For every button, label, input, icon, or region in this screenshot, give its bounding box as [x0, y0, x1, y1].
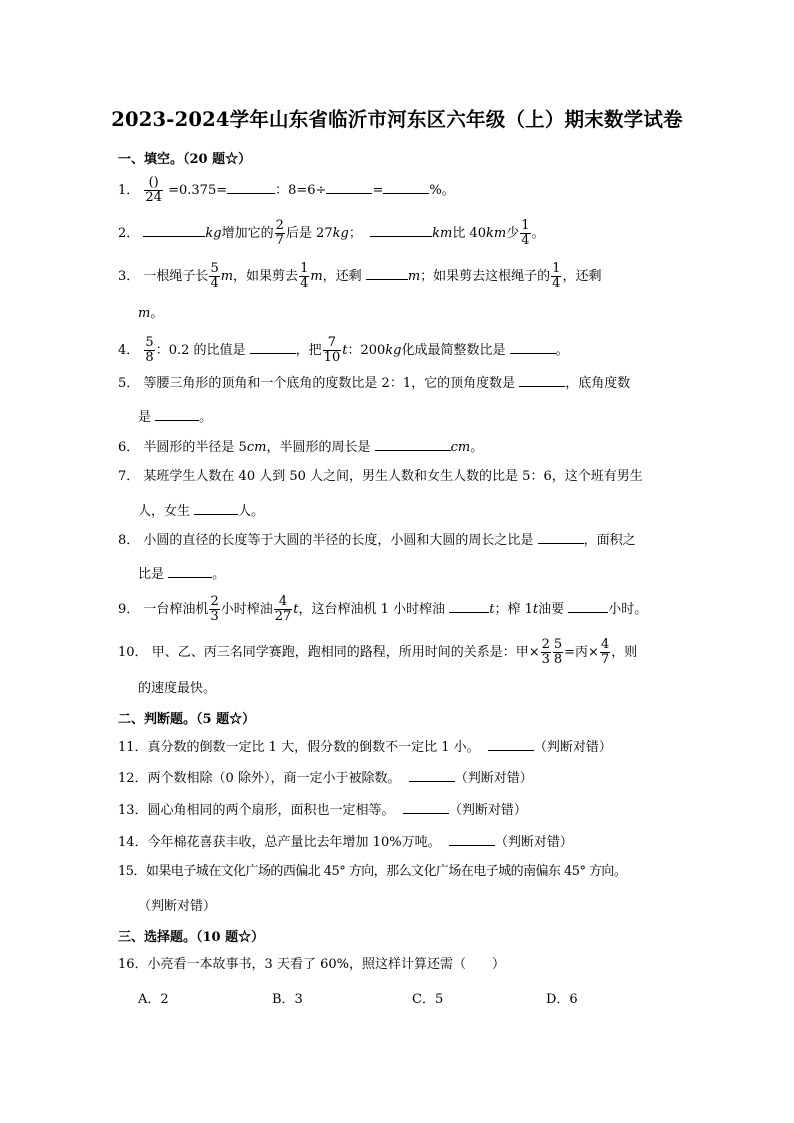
unit-label: t	[342, 343, 348, 358]
fraction	[600, 638, 610, 667]
question-number: 12．	[118, 771, 148, 786]
answer-blank[interactable]	[449, 600, 489, 613]
fraction-denominator: 24	[145, 190, 162, 205]
question-number: 15．	[118, 864, 146, 879]
answer-blank[interactable]	[375, 438, 451, 451]
question-2	[118, 219, 545, 248]
question-text: ；如果剪去这根绳子的	[420, 269, 551, 284]
fraction-numerator: 5	[210, 261, 219, 276]
question-text: 。	[212, 567, 226, 582]
question-text: ，半圆形的周长是	[266, 440, 371, 455]
unit-label: kg	[205, 226, 222, 241]
answer-blank[interactable]	[519, 374, 565, 387]
question-number: 1．	[118, 183, 140, 198]
question-text: 。	[531, 226, 545, 241]
answer-blank[interactable]	[250, 341, 296, 354]
unit-label: m	[310, 269, 323, 284]
answer-blank[interactable]	[409, 769, 455, 782]
fraction-numerator: ()	[148, 175, 159, 190]
fraction-numerator: 1	[552, 261, 561, 276]
question-text: 的速度最快。	[138, 681, 217, 696]
judge-hint: （判断对错）	[533, 740, 612, 755]
section-true-false-heading: 二、判断题。（5 题☆）	[118, 712, 256, 727]
question-text: 增加它的	[221, 226, 274, 241]
fraction	[323, 336, 342, 365]
question-number: 10．	[118, 645, 148, 660]
answer-blank[interactable]	[227, 181, 275, 194]
question-11	[118, 738, 612, 756]
fraction	[520, 219, 530, 248]
judge-hint: （判断对错）	[138, 899, 217, 914]
question-number: 16．	[118, 957, 148, 972]
fraction-numerator: 2	[275, 218, 284, 233]
question-text: 小圆的直径的长度等于大圆的半径的长度，小圆和大圆的周长之比是	[143, 533, 534, 548]
question-text: 比 40	[452, 226, 486, 241]
fraction-denominator: 4	[300, 276, 309, 291]
question-text: 人。	[238, 504, 265, 519]
question-5	[118, 374, 630, 392]
question-text: 油要	[538, 602, 565, 617]
answer-blank[interactable]	[143, 224, 205, 237]
question-text: ，把	[295, 343, 322, 358]
question-text: 真分数的倒数一定比 1 大，假分数的倒数不一定比 1 小。	[147, 740, 480, 755]
answer-blank[interactable]	[488, 738, 534, 751]
answer-blank[interactable]	[326, 181, 372, 194]
option-d[interactable]: D．6	[546, 992, 578, 1007]
question-text: 化成最简整数比是	[401, 343, 506, 358]
answer-blank[interactable]	[168, 565, 212, 578]
question-7-continuation	[138, 500, 264, 519]
fraction-numerator: 5	[553, 637, 563, 652]
question-text: ：0.2 的比值是	[155, 343, 246, 358]
fraction	[541, 638, 551, 667]
fraction-numerator: 7	[327, 335, 337, 350]
question-text: 如果电子城在文化广场的西偏北 45° 方向，那么文化广场在电子城的南偏东 45° 方向。	[145, 864, 627, 879]
unit-label: cm	[450, 440, 471, 455]
unit-label: m	[138, 306, 151, 321]
question-text: 半圆形的半径是 5	[143, 440, 247, 455]
question-text: 。	[150, 306, 164, 321]
question-text: ，还剩	[322, 269, 362, 284]
question-text: =0.375=	[168, 183, 228, 198]
question-text: 后是 27	[285, 226, 333, 241]
section-fill-blank-heading: 一、填空。（20 题☆）	[118, 152, 252, 167]
section-multiple-choice-heading: 三、选择题。（10 题☆）	[118, 930, 265, 945]
question-text: %。	[429, 183, 455, 198]
unit-label: t	[293, 602, 299, 617]
question-text: 两个数相除（0 除外），商一定小于被除数。	[147, 771, 401, 786]
question-text: 圆心角相同的两个扇形，面积也一定相等。	[147, 803, 395, 818]
question-text: 某班学生人数在 40 人到 50 人之间，男生人数和女生人数的比是 5：6，这个班有男生	[143, 469, 643, 484]
question-text: ：8=6÷	[275, 183, 327, 198]
fraction	[551, 262, 561, 291]
question-text: ；榨 1	[494, 602, 533, 617]
fraction	[274, 595, 293, 624]
question-1	[118, 176, 455, 205]
question-text: 。	[199, 410, 213, 425]
question-text: 今年棉花喜获丰收，总产量比去年增加 10%万吨。	[147, 835, 441, 850]
question-number: 4．	[118, 343, 140, 358]
question-text: ，这台榨油机 1 小时榨油	[298, 602, 446, 617]
answer-blank[interactable]	[194, 502, 238, 515]
question-text: 。	[555, 343, 569, 358]
question-text: 少	[506, 226, 520, 241]
question-text: 小时。	[608, 602, 648, 617]
fraction-denominator: 4	[552, 276, 561, 291]
question-number: 14．	[118, 835, 148, 850]
fraction-denominator: 27	[274, 609, 292, 624]
question-text: 小亮看一本故事书，3 天看了 60%，照这样计算还需（ ）	[147, 957, 505, 972]
answer-blank[interactable]	[366, 267, 408, 280]
question-text: ，还剩	[562, 269, 602, 284]
fraction	[209, 262, 219, 291]
option-a[interactable]: A．2	[138, 992, 169, 1007]
question-10	[118, 638, 637, 667]
question-text: 小时榨油	[220, 602, 273, 617]
question-5-continuation	[138, 406, 212, 425]
question-number: 5．	[118, 376, 140, 391]
question-text: 是	[138, 410, 152, 425]
answer-blank[interactable]	[403, 801, 449, 814]
question-13	[118, 801, 527, 819]
question-4	[118, 336, 569, 365]
question-number: 9．	[118, 602, 140, 617]
fraction	[275, 219, 285, 248]
unit-label: t	[532, 602, 539, 617]
question-15	[118, 864, 626, 880]
judge-hint: （判断对错）	[448, 803, 527, 818]
answer-blank[interactable]	[370, 224, 432, 237]
unit-label: cm	[246, 440, 267, 455]
question-number: 7．	[118, 469, 140, 484]
question-12	[118, 769, 533, 787]
fraction	[144, 336, 154, 365]
answer-blank[interactable]	[155, 408, 199, 421]
question-text: ，则	[611, 645, 638, 660]
question-9	[118, 595, 647, 624]
question-text: 等腰三角形的顶角和一个底角的度数比是 2：1，它的顶角度数是	[143, 376, 516, 391]
exam-title: 2023-2024学年山东省临沂市河东区六年级（上）期末数学试卷	[111, 108, 683, 131]
answer-blank[interactable]	[568, 600, 608, 613]
fraction-numerator: 1	[521, 218, 530, 233]
question-text: ：200	[347, 343, 386, 358]
question-text: 一台榨油机	[143, 602, 209, 617]
fraction-numerator: 4	[600, 637, 610, 652]
answer-blank[interactable]	[510, 341, 556, 354]
question-8-continuation	[138, 563, 225, 582]
question-number: 13．	[118, 803, 148, 818]
fraction-denominator: 7	[600, 652, 610, 667]
question-text: ，底角度数	[565, 376, 631, 391]
question-number: 11．	[118, 740, 148, 755]
unit-label: m	[407, 269, 421, 284]
fraction-denominator: 4	[210, 276, 219, 291]
unit-label: kg	[385, 343, 402, 358]
fraction-denominator: 10	[323, 350, 341, 365]
fraction	[299, 262, 309, 291]
question-text: ，如果剪去	[233, 269, 299, 284]
question-number: 2．	[118, 226, 140, 241]
fraction-numerator: 4	[278, 594, 288, 609]
question-14	[118, 833, 573, 851]
question-10-continuation	[138, 677, 216, 696]
question-text: 比是	[138, 567, 165, 582]
unit-label: km	[432, 226, 453, 241]
judge-hint: （判断对错）	[454, 771, 533, 786]
question-6	[118, 438, 483, 456]
question-text: ；	[348, 226, 362, 241]
unit-label: km	[486, 226, 507, 241]
fraction-denominator: 3	[541, 652, 550, 667]
question-text: 。	[470, 440, 484, 455]
question-number: 8．	[118, 533, 140, 548]
judge-hint: （判断对错）	[494, 835, 573, 850]
question-text: ，面积之	[583, 533, 636, 548]
unit-label: m	[220, 269, 234, 284]
option-c[interactable]: C．5	[412, 992, 444, 1007]
answer-blank[interactable]	[538, 531, 584, 544]
question-16	[118, 957, 505, 973]
question-text: 甲、乙、丙三名同学赛跑，跑相同的路程，所用时间的关系是：甲×	[151, 645, 540, 660]
unit-label: kg	[332, 226, 349, 241]
fraction-denominator: 8	[145, 350, 154, 365]
fraction	[144, 176, 163, 205]
fraction-numerator: 2	[210, 594, 219, 609]
fraction-denominator: 4	[521, 233, 530, 248]
question-text: 人，女生	[138, 504, 191, 519]
fraction-denominator: 7	[275, 233, 284, 248]
question-3-continuation	[138, 302, 163, 321]
question-number: 6．	[118, 440, 140, 455]
fraction	[553, 638, 563, 667]
fraction	[209, 595, 219, 624]
question-text: 一根绳子长	[143, 269, 209, 284]
question-7	[118, 469, 643, 485]
question-15-continuation	[138, 895, 216, 914]
question-8	[118, 531, 636, 549]
fraction-numerator: 5	[145, 335, 154, 350]
question-text: =	[372, 183, 384, 198]
unit-label: t	[489, 602, 495, 617]
fraction-denominator: 8	[553, 652, 563, 667]
answer-blank[interactable]	[449, 833, 495, 846]
fraction-denominator: 3	[210, 609, 219, 624]
question-3	[118, 262, 601, 291]
question-text: =丙×	[564, 645, 599, 660]
fraction-numerator: 1	[300, 261, 309, 276]
option-b[interactable]: B．3	[272, 992, 303, 1007]
answer-blank[interactable]	[383, 181, 429, 194]
fraction-numerator: 2	[541, 637, 550, 652]
question-number: 3．	[118, 269, 140, 284]
